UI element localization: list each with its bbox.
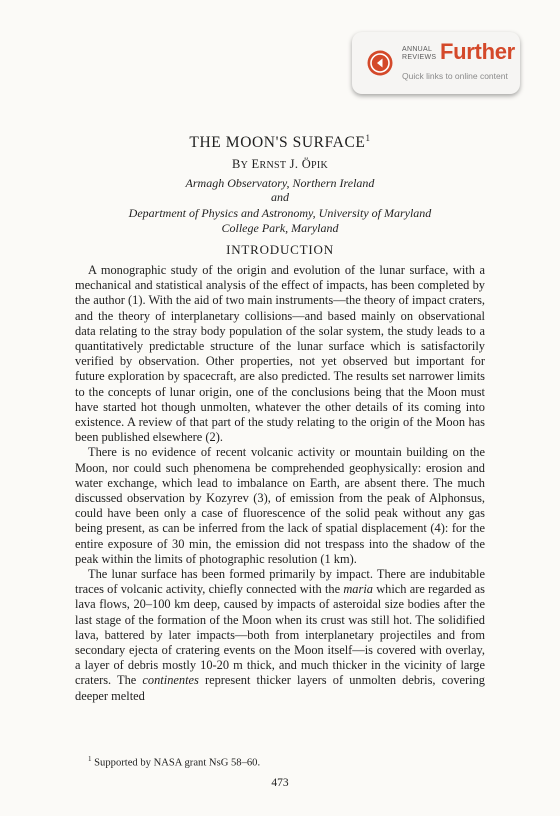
- page-number: 473: [271, 777, 289, 789]
- affiliation-1: Armagh Observatory, Northern Ireland: [185, 176, 375, 190]
- paragraph-1: A monographic study of the origin and evolution of the lunar surface, with a mechanical and statistical analysis of the effect of impacts, has been completed by the author (1). With the aid of two main instruments—the theory of impact craters, and the theory of interplanetary collisions—and based mainly on observational data relating to the stray body population of the solar system, the study leads to a quantitatively predictable structure of the lunar surface which is satisfactorily verified by observation. Other properties, not yet observed but important for future exploration by spacecraft, are also predicted. The results set narrower limits to the concepts of lunar origin, one of the conclusions being that the Moon must have started hot though unmolten, whatever the other details of its coming into existence. A review of that part of the study relating to the origin of the Moon has been published elsewhere (2).: [75, 263, 485, 445]
- section-heading: INTRODUCTION: [226, 242, 334, 257]
- affiliation-3: College Park, Maryland: [221, 221, 339, 235]
- footnote: [88, 755, 260, 769]
- paragraph-3: The lunar surface has been formed primarily by impact. There are indubitable traces of volcanic activity, chiefly connected with the maria which are regarded as lava flows, 20–100 km deep, caused by impacts of asteroidal size bodies after the last stage of the formation of the Moon when its crust was still hot. The solidified lava, battered by later impacts—both from interplanetary projectiles and from secondary ejecta of cratering events on the Moon itself—is covered with overlay, a layer of debris mostly 10-20 m thick, and much thicker in the vicinity of large craters. The continentes represent thicker layers of unmolten debris, covering deeper melted: [75, 567, 485, 703]
- further-arrow-icon: [367, 50, 393, 76]
- byline: [0, 157, 560, 172]
- badge-annual: ANNUAL: [402, 46, 433, 53]
- further-badge[interactable]: [352, 32, 520, 94]
- annual-reviews-logo-text: [402, 46, 436, 62]
- footnote-text: Supported by NASA grant NsG 58–60.: [94, 757, 261, 769]
- article-title: [0, 133, 560, 152]
- affiliation-2: Department of Physics and Astronomy, University of Maryland: [128, 206, 432, 220]
- footnote-marker: 1: [88, 755, 92, 763]
- affiliation-and: and: [271, 190, 289, 204]
- title-footnote-marker[interactable]: 1: [365, 133, 371, 143]
- paragraph-2: There is no evidence of recent volcanic activity or mountain building on the Moon, nor could such phenomena be comprehended geophysically: erosion and water exchange, which lead to imbalance on Earth, are absent there. The much discussed observation by Kozyrev (3), of emission from the peak of Alphonsus, could have been only a case of fluorescence of the solid peak without any gas being present, as can be inferred from the lack of spatial displacement (4): for the entire exposure of 30 min, the emission did not trespass into the shadow of the peak within the limits of photographic resolution (1 km).: [75, 445, 485, 566]
- article-title-text: THE MOON'S SURFACE: [189, 134, 366, 152]
- byline-text: BY ERNST J. ÖPIK: [231, 157, 329, 171]
- body-text: [75, 263, 485, 704]
- badge-reviews: REVIEWS: [402, 54, 437, 61]
- badge-subtitle: Quick links to online content: [402, 71, 508, 81]
- badge-further: Further: [440, 39, 515, 64]
